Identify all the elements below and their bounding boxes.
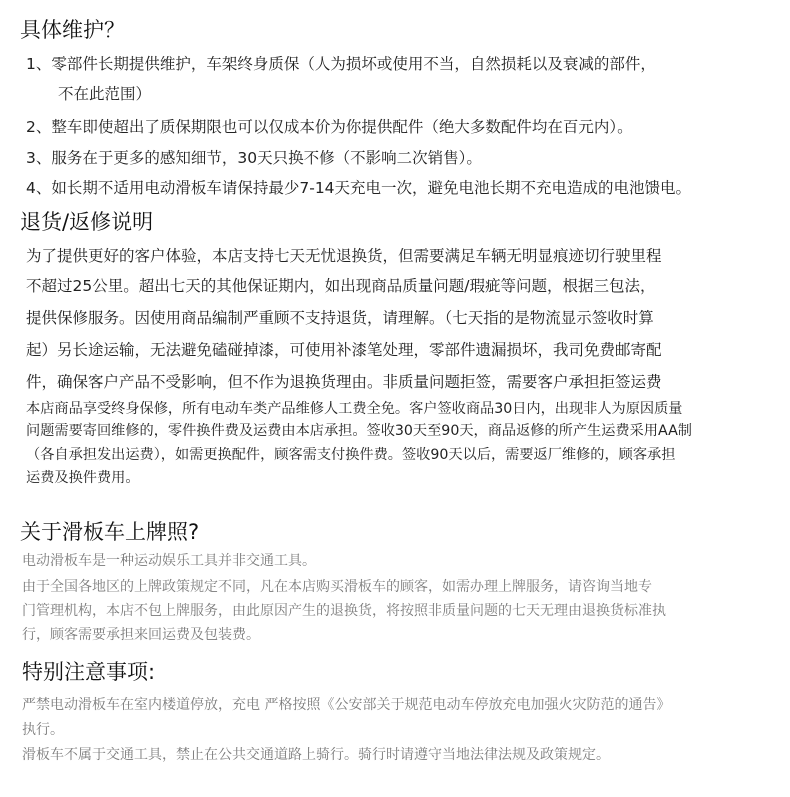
returns-title: 退货/返修说明 (20, 210, 154, 234)
notice-title: 特别注意事项: (22, 660, 156, 684)
returns-line-2: 不超过25公里。超出七天的其他保证期内，如出现商品质量问题/瑕疵等问题，根据三包法， (26, 277, 656, 295)
maintenance-title: 具体维护？ (20, 18, 125, 42)
returns-small-line-1: 本店商品享受终身保修，所有电动车类产品维修人工费全免。客户签收商品30日内，出现非人为原因质量 (26, 401, 683, 417)
notice-line-2: 滑板车不属于交通工具，禁止在公共交通道路上骑行。骑行时请遵守当地法律法规及政策规定。 (22, 747, 610, 763)
license-line-4: 行，顾客需要承担来回运费及包装费。 (22, 627, 260, 643)
notice-line-1: 严禁电动滑板车在室内楼道停放，充电 严格按照《公安部关于规范电动车停放充电加强火灾防范的通告》 (22, 697, 671, 713)
maintenance-line-1: 1、零部件长期提供维护，车架终身质保（人为损坏或使用不当，自然损耗以及衰减的部件， (26, 55, 656, 73)
returns-line-4: 起）另长途运输，无法避免磕碰掉漆，可使用补漆笔处理，零部件遗漏损坏，我司免费邮寄配 (26, 341, 662, 359)
license-title: 关于滑板车上牌照? (20, 520, 200, 544)
returns-line-3: 提供保修服务。因使用商品编制严重顾不支持退货，请理解。（七天指的是物流显示签收时算 (26, 309, 654, 327)
returns-small-line-2: 问题需要寄回维修的，零件换件费及运费由本店承担。签收30天至90天，商品返修的所产生运费采用AA制 (26, 423, 692, 439)
license-line-2: 由于全国各地区的上牌政策规定不同，凡在本店购买滑板车的顾客，如需办理上牌服务，请咨询当地专 (22, 579, 652, 595)
returns-small-line-3: （各自承担发出运费），如需更换配件，顾客需支付换件费。签收90天以后，需要返厂维修的，顾客承担 (26, 447, 676, 463)
returns-small-line-4: 运费及换件费用。 (26, 470, 140, 486)
maintenance-line-1-cont: 不在此范围） (58, 85, 152, 103)
notice-line-1-cont: 执行。 (22, 722, 64, 738)
maintenance-line-3: 3、服务在于更多的感知细节，30天只换不修（不影响二次销售）。 (26, 149, 482, 167)
maintenance-line-2: 2、整车即使超出了质保期限也可以仅成本价为你提供配件（绝大多数配件均在百元内）。 (26, 118, 633, 136)
returns-line-1: 为了提供更好的客户体验，本店支持七天无忧退换货，但需要满足车辆无明显痕迹切行驶里程 (26, 247, 662, 265)
license-line-1: 电动滑板车是一种运动娱乐工具并非交通工具。 (22, 553, 316, 569)
license-line-3: 门管理机构，本店不包上牌服务，由此原因产生的退换货，将按照非质量问题的七天无理由退换货标准执 (22, 603, 666, 619)
maintenance-line-4: 4、如长期不适用电动滑板车请保持最少7-14天充电一次，避免电池长期不充电造成的电池馈电。 (26, 179, 692, 197)
returns-line-5: 件，确保客户产品不受影响，但不作为退换货理由。非质量问题拒签，需要客户承担拒签运费 (26, 373, 662, 391)
